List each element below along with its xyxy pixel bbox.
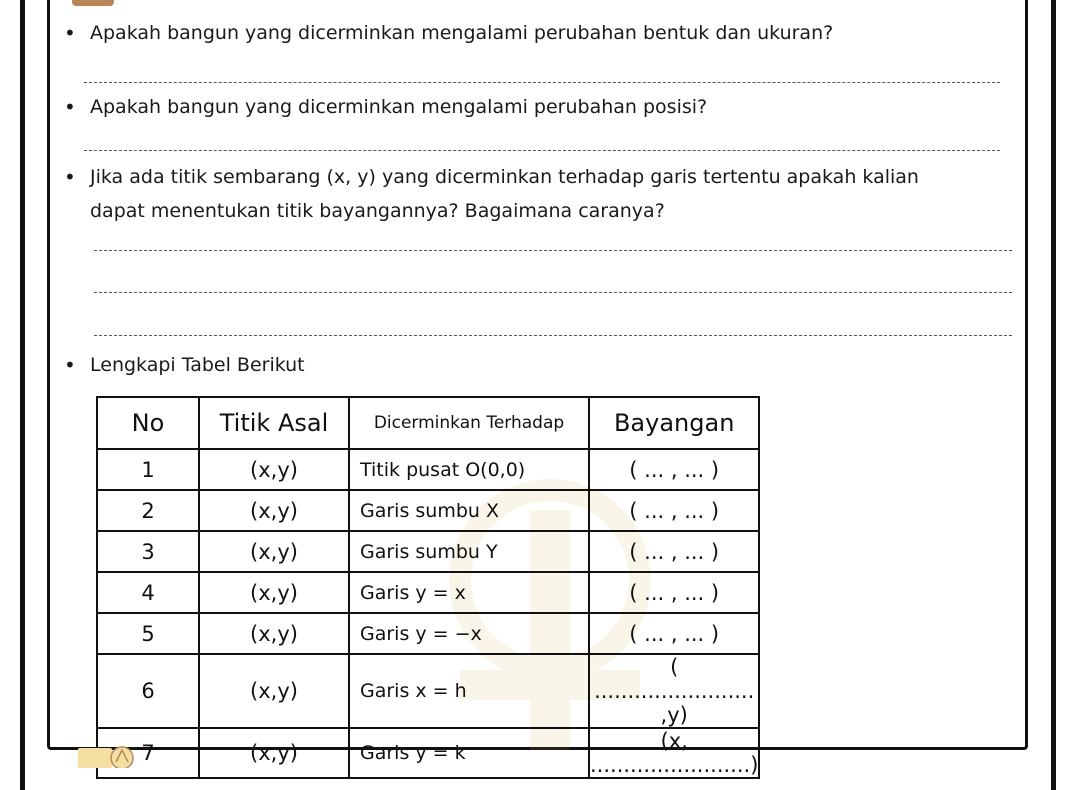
bullet: • — [64, 21, 76, 45]
bullet: • — [64, 353, 76, 377]
cell-bayangan[interactable]: ( ... , ... ) — [589, 490, 759, 531]
cell-no: 3 — [97, 531, 199, 572]
question-3-text-line2: dapat menentukan titik bayangannya? Bagaimana caranya? — [90, 200, 665, 222]
header-dicerminkan-terhadap: Dicerminkan Terhadap — [349, 397, 589, 449]
table-row — [97, 728, 759, 778]
cell-asal: (x,y) — [199, 572, 349, 613]
corner-tab — [72, 0, 114, 6]
cell-ref: Garis y = x — [349, 572, 589, 613]
question-3-text-line1: Jika ada titik sembarang (x, y) yang dicerminkan terhadap garis tertentu apakah kalian — [90, 166, 919, 188]
cell-bayangan[interactable]: ( ... , ... ) — [589, 531, 759, 572]
answer-line-3a[interactable] — [94, 250, 1012, 251]
answer-line-3c[interactable] — [94, 335, 1012, 336]
cell-bayangan[interactable]: ( ........................ ,y) — [589, 654, 759, 728]
cell-asal: (x,y) — [199, 490, 349, 531]
cell-ref: Garis x = h — [349, 654, 589, 728]
bullet: • — [64, 165, 76, 189]
cell-asal: (x,y) — [199, 728, 349, 778]
question-4 — [64, 348, 305, 382]
table-row — [97, 490, 759, 531]
cell-no: 2 — [97, 490, 199, 531]
bullet: • — [64, 95, 76, 119]
cell-no: 7 — [97, 728, 199, 778]
cell-ref: Garis sumbu X — [349, 490, 589, 531]
answer-line-3b[interactable] — [94, 292, 1012, 293]
cell-no: 4 — [97, 572, 199, 613]
cell-no: 1 — [97, 449, 199, 490]
grade-sticker-icon — [78, 744, 138, 768]
cell-asal: (x,y) — [199, 613, 349, 654]
cell-asal: (x,y) — [199, 654, 349, 728]
table-row — [97, 613, 759, 654]
answer-line-1[interactable] — [84, 82, 1000, 83]
table-header-row — [97, 397, 759, 449]
cell-asal: (x,y) — [199, 531, 349, 572]
table-row — [97, 531, 759, 572]
question-2-text: Apakah bangun yang dicerminkan mengalami perubahan posisi? — [90, 96, 708, 118]
cell-ref: Garis y = −x — [349, 613, 589, 654]
answer-line-2[interactable] — [84, 150, 1000, 151]
cell-bayangan[interactable]: ( ... , ... ) — [589, 572, 759, 613]
table-row — [97, 449, 759, 490]
question-4-text: Lengkapi Tabel Berikut — [90, 354, 305, 376]
header-no: No — [97, 397, 199, 449]
cell-asal: (x,y) — [199, 449, 349, 490]
header-bayangan: Bayangan — [589, 397, 759, 449]
cell-ref: Titik pusat O(0,0) — [349, 449, 589, 490]
cell-no: 5 — [97, 613, 199, 654]
question-1 — [64, 16, 833, 50]
cell-ref: Garis y = k — [349, 728, 589, 778]
cell-bayangan[interactable]: (x, ........................) — [590, 729, 759, 777]
question-2 — [64, 90, 707, 124]
question-3 — [64, 160, 919, 228]
reflection-table — [96, 396, 760, 779]
cell-bayangan[interactable]: ( ... , ... ) — [589, 613, 759, 654]
table-row — [97, 654, 759, 728]
cell-no: 6 — [97, 654, 199, 728]
cell-ref: Garis sumbu Y — [349, 531, 589, 572]
cell-bayangan[interactable]: ( ... , ... ) — [589, 449, 759, 490]
header-titik-asal: Titik Asal — [199, 397, 349, 449]
question-1-text: Apakah bangun yang dicerminkan mengalami perubahan bentuk dan ukuran? — [90, 22, 834, 44]
table-row — [97, 572, 759, 613]
